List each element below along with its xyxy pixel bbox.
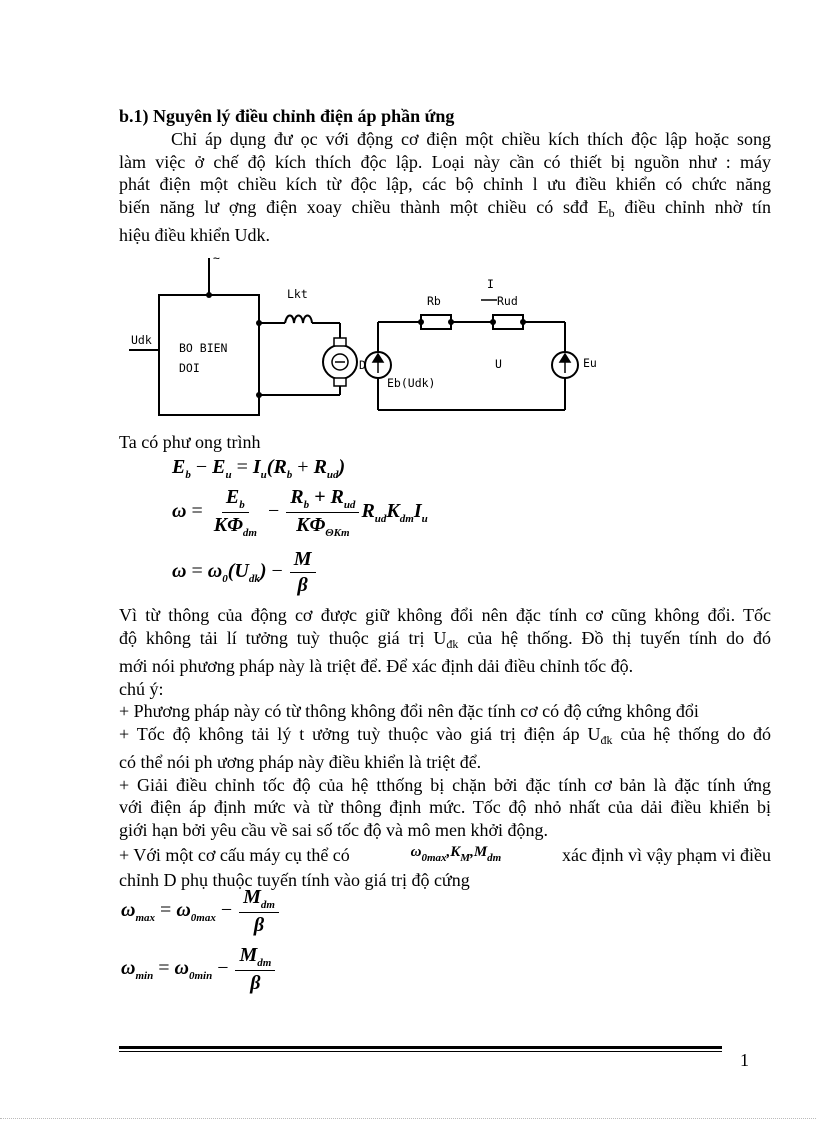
equation-omega-min: $\omega_{min} = \omega_{0min}$ − $\frac{M_{dm}}{\beta}$ (121, 944, 277, 995)
eb-label: Eb(Udk) (387, 376, 436, 390)
section-heading: b.1) Nguyên lý điều chỉnh điện áp phần ứng (119, 106, 455, 126)
circuit-diagram (125, 250, 615, 430)
converter-label-1: BO BIEN (179, 341, 228, 355)
page-edge (0, 1118, 816, 1119)
converter-box (159, 295, 259, 415)
intro-line: biến năng lư ợng điện xoay chiều thành một chiều có sđđ $E_b$ điều chỉnh nhờ tín (119, 196, 771, 220)
equation-intro: Ta có phư ong trình (119, 432, 261, 452)
rud-label: Rud (497, 294, 518, 308)
explanation-block (119, 604, 771, 892)
equation-1: $E_b - E_u = I_u(R_b + R_{ud})$ (172, 456, 346, 481)
text-line: Vì từ thông của động cơ được giữ không đổi nên đặc tính cơ cũng không đổi. Tốc (119, 605, 771, 625)
u-label: U (495, 357, 502, 371)
text-line: giới hạn bởi yêu cầu về sai số tốc độ và mô men khởi động. (119, 819, 548, 840)
rb-label: Rb (427, 294, 441, 308)
intro-paragraph (119, 128, 771, 247)
intro-line: Chỉ áp dụng đư ọc với động cơ điện một chiều kích thích độc lập hoặc song (171, 129, 771, 149)
text-line: + Giải điều chỉnh tốc độ của hệ tthống bị chặn bởi đặc tính cơ bản là đặc tính ứng (119, 774, 771, 795)
lkt-label: Lkt (287, 287, 308, 301)
text-line: chỉnh D phụ thuộc tuyến tính vào giá trị độ cứng (119, 870, 470, 890)
current-label: I (487, 277, 494, 291)
text-line: + Phương pháp này có từ thông không đổi nên đặc tính cơ có độ cứng không đổi (119, 701, 699, 721)
udk-label: Udk (131, 333, 152, 347)
d-label: D (359, 358, 366, 372)
page-number: 1 (740, 1050, 749, 1070)
intro-line: phát điện một chiều kích từ độc lập, các bộ chỉnh l ưu điều khiển có chức năng (119, 174, 771, 194)
text-line: + Với một cơ cấu máy cụ thể có $\omega_{0max},K_M,M_{dm}$ xác định vì vậy phạm vi điều (119, 841, 771, 869)
equation-omega-max: $\omega_{max} = \omega_{0max}$ − $\frac{M_{dm}}{\beta}$ (121, 886, 281, 937)
inline-symbols: $\omega_{0max},K_M,M_{dm}$ (410, 843, 502, 864)
text-line: mới nói phương pháp này là triệt để. Để xác định dải điều chỉnh tốc độ. (119, 656, 634, 676)
resistor-rb (421, 315, 451, 329)
ac-symbol: ~ (213, 251, 220, 265)
equation-3: $\omega = \omega_0(U_{dk})$ − $\frac{M}{\beta}$ (172, 548, 318, 597)
equation-2: ω = $\frac{E_b}{K\Phi_{dm}}$ − $\frac{R_b + R_{ud}}{K\Phi_{\Theta Km}}$ $R_{ud}K_{dm}I_u$ (172, 486, 428, 539)
text-line: + Tốc độ không tải lý t ưởng tuỳ thuộc vào giá trị điện áp $U_{đk}$ của hệ thống do đó (119, 723, 772, 747)
text-line: với điện áp định mức và từ thông định mức. Tốc độ nhỏ nhất của dải điều khiển bị (119, 797, 771, 817)
intro-line: làm việc ở chế độ kích thích độc lập. Loại này cần có thiết bị nguồn như : máy (119, 151, 771, 172)
converter-label-2: DOI (179, 361, 200, 375)
footer-rule-thin (119, 1051, 722, 1052)
footer-rule-thick (119, 1046, 722, 1049)
resistor-rud (493, 315, 523, 329)
text-line: độ không tải lí tưởng tuỳ thuộc giá trị $U_{đk}$ của hệ thống. Đồ thị tuyến tính do đó (119, 627, 771, 651)
intro-line: hiệu điều khiển Udk. (119, 225, 270, 245)
text-line: có thể nói ph ương pháp này điều khiển là triệt để. (119, 752, 482, 772)
text-line: chú ý: (119, 678, 164, 699)
eu-label: Eu (583, 356, 597, 370)
inductor-lkt (285, 316, 312, 324)
